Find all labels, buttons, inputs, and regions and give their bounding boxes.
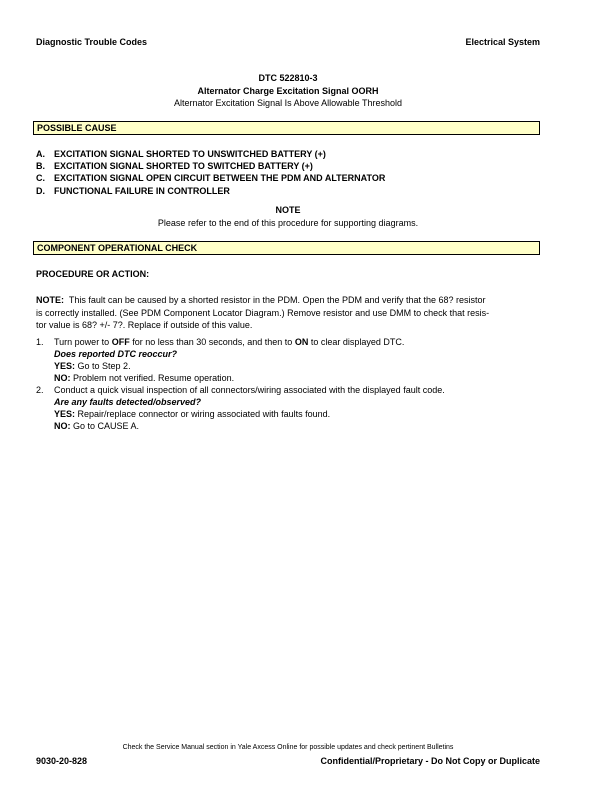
procedure-steps — [36, 336, 540, 432]
header-right-title: Electrical System — [465, 37, 540, 47]
procedure-note-line: is correctly installed. (See PDM Component Locator Diagram.) Remove resistor and use DMM to check that resis- — [36, 307, 490, 318]
procedure-note-label: NOTE: — [36, 295, 64, 305]
procedure-note — [36, 294, 540, 332]
header-left-title: Diagnostic Trouble Codes — [36, 37, 148, 47]
step-line — [36, 336, 540, 348]
procedure-heading: PROCEDURE OR ACTION: — [36, 269, 150, 279]
cause-letter: B. — [36, 161, 45, 172]
step-yes — [36, 408, 540, 420]
note-block — [36, 204, 540, 229]
step-number: 1. — [36, 337, 44, 347]
step-yes — [36, 360, 540, 372]
step-text-part: to clear displayed DTC. — [308, 337, 405, 347]
cause-text: EXCITATION SIGNAL OPEN CIRCUIT BETWEEN THE PDM AND ALTERNATOR — [54, 173, 386, 184]
cause-item — [36, 148, 540, 160]
cause-text: FUNCTIONAL FAILURE IN CONTROLLER — [54, 185, 230, 196]
step-text-part: for no less than 30 seconds, and then to — [129, 337, 295, 347]
step-question: Are any faults detected/observed? — [54, 397, 202, 407]
note-heading: NOTE — [275, 205, 301, 215]
cause-letter: A. — [36, 149, 45, 159]
component-check-heading: COMPONENT OPERATIONAL CHECK — [33, 241, 540, 255]
no-text: Problem not verified. Resume operation. — [73, 373, 235, 383]
cause-item — [36, 160, 540, 172]
step-text-bold: ON — [294, 337, 309, 347]
dtc-title-block — [36, 72, 540, 110]
footer-doc-number: 9030-20-828 — [36, 756, 88, 766]
yes-label: YES: — [54, 409, 76, 419]
footer-confidential: Confidential/Proprietary - Do Not Copy or Duplicate — [320, 756, 540, 766]
yes-text: Repair/replace connector or wiring associated with faults found. — [77, 409, 331, 419]
dtc-code: DTC 522810-3 — [258, 73, 318, 83]
cause-letter: C. — [36, 173, 45, 184]
yes-label: YES: — [54, 361, 76, 371]
procedure-note-line: tor value is 68? +/- 7?. Replace if outside of this value. — [36, 320, 253, 330]
no-label: NO: — [54, 421, 71, 431]
procedure-note-text: This fault can be caused by a shorted resistor in the PDM. Open the PDM and verify that the 68? resistor — [68, 295, 486, 305]
cause-text: EXCITATION SIGNAL SHORTED TO UNSWITCHED BATTERY (+) — [54, 149, 326, 159]
step-no — [36, 420, 540, 432]
step-text-part: Turn power to — [54, 337, 112, 347]
dtc-description: Alternator Excitation Signal Is Above Allowable Threshold — [174, 98, 402, 108]
cause-text: EXCITATION SIGNAL SHORTED TO SWITCHED BATTERY (+) — [54, 161, 313, 172]
cause-item — [36, 172, 540, 184]
yes-text: Go to Step 2. — [77, 361, 131, 371]
step-text: Conduct a quick visual inspection of all connectors/wiring associated with the displayed fault code. — [54, 385, 445, 395]
step-question: Does reported DTC reoccur? — [54, 349, 178, 359]
no-label: NO: — [54, 373, 71, 383]
step-number: 2. — [36, 385, 44, 395]
footer-note: Check the Service Manual section in Yale Axcess Online for possible updates and check pertinent Bulletins — [122, 744, 454, 751]
cause-item — [36, 185, 540, 197]
possible-cause-heading: POSSIBLE CAUSE — [33, 121, 540, 135]
step-no — [36, 372, 540, 384]
step-text-bold: OFF — [111, 337, 130, 347]
procedure-note-line — [36, 294, 540, 307]
step-line — [36, 384, 540, 396]
step-text — [54, 336, 404, 348]
dtc-name: Alternator Charge Excitation Signal OORH — [197, 85, 379, 96]
no-text: Go to CAUSE A. — [73, 421, 140, 431]
note-text: Please refer to the end of this procedure for supporting diagrams. — [157, 217, 419, 228]
possible-cause-list — [36, 148, 540, 197]
cause-letter: D. — [36, 185, 45, 196]
